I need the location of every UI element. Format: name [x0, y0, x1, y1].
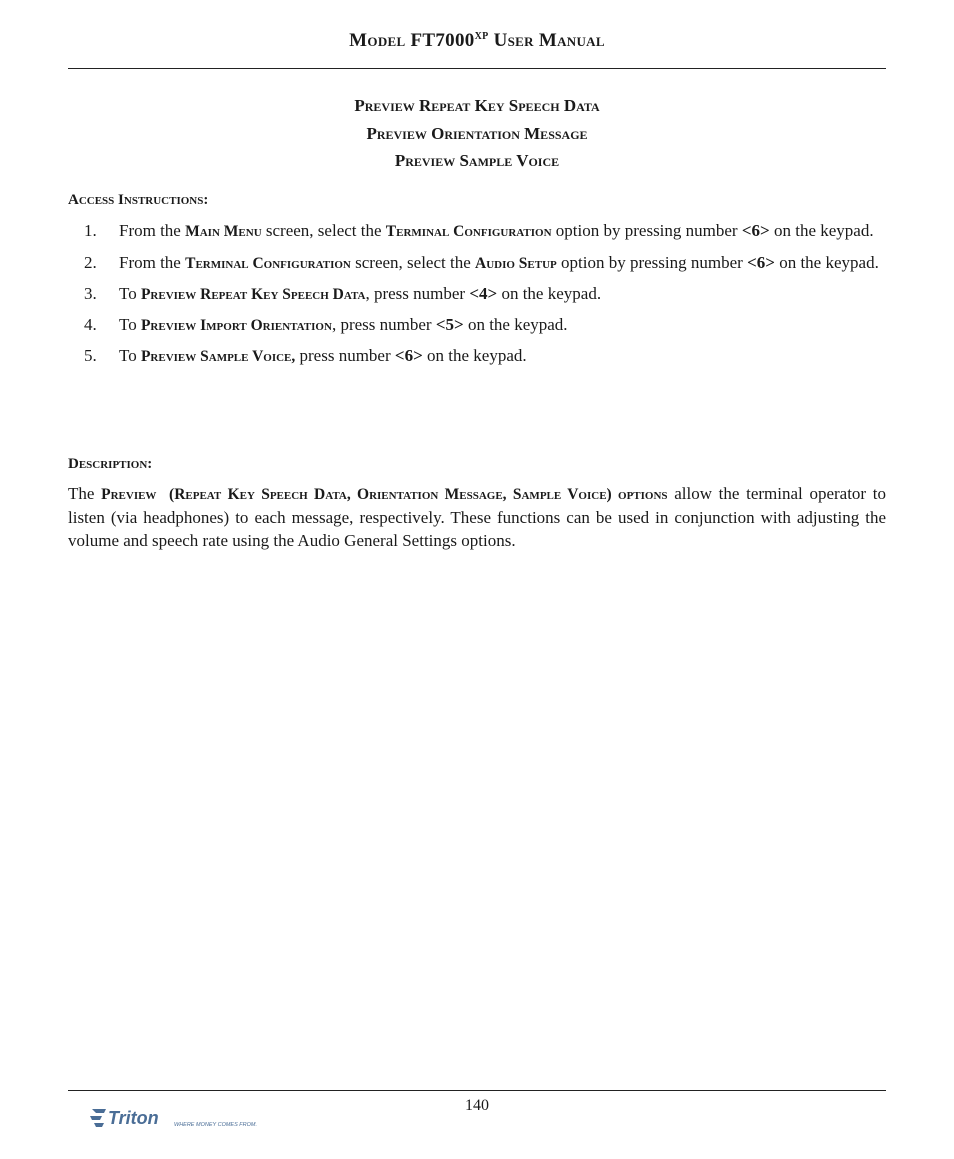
step-number: 1.: [84, 221, 97, 240]
header-model: FT7000: [410, 30, 475, 51]
step-text: on the keypad.: [497, 284, 602, 303]
page-number: 140: [465, 1097, 489, 1114]
menu-ref: Preview Import Orientation: [140, 317, 332, 334]
triton-emblem-icon: [90, 1109, 106, 1127]
list-item: [68, 220, 886, 244]
triton-logo: [88, 1106, 258, 1141]
menu-ref: Audio Setup: [475, 254, 557, 272]
step-text: on the keypad.: [769, 221, 874, 240]
step-text: on the keypad.: [422, 346, 527, 365]
section-titles: [0, 92, 954, 175]
description-text: The: [68, 484, 102, 503]
step-text: press number: [295, 346, 395, 365]
menu-ref: Preview Repeat Key Speech Data: [140, 286, 366, 303]
header-rule: [68, 68, 886, 69]
running-header: [0, 30, 954, 52]
menu-ref: Terminal Configuration: [385, 223, 552, 240]
step-text: on the keypad.: [463, 315, 568, 334]
section-title: Preview Repeat Key Speech Data: [354, 96, 600, 115]
list-item: [68, 345, 886, 369]
description-heading: Description:: [68, 456, 153, 472]
header-model-sup: XP: [474, 31, 489, 42]
step-text: , press number: [365, 284, 470, 303]
key-ref: <6>: [747, 252, 775, 272]
section-title: Preview Sample Voice: [394, 151, 560, 170]
key-ref: <5>: [435, 315, 464, 334]
header-suffix: User Manual: [488, 30, 605, 51]
header-prefix: Model: [349, 30, 411, 51]
step-text: To: [119, 315, 141, 334]
step-text: To: [119, 284, 141, 303]
step-text: From the: [119, 221, 186, 240]
description-text: allow the terminal operator to listen (via headphones) to each message, respectively. These functions can be used in conjunction with adjusting the volume and speech rate using the Audio General Settings options.: [68, 484, 886, 550]
access-heading: Access Instructions:: [68, 192, 209, 208]
list-item: [68, 283, 886, 307]
logo-wordmark: Triton: [108, 1108, 159, 1128]
access-steps: [68, 220, 886, 369]
key-ref: <6>: [394, 346, 423, 365]
menu-ref: Preview Sample Voice,: [140, 348, 296, 365]
step-text: screen, select the: [261, 221, 386, 240]
key-ref: <4>: [469, 284, 498, 303]
step-text: option by pressing number: [551, 221, 742, 240]
step-number: 3.: [84, 284, 97, 303]
list-item: [68, 314, 886, 338]
logo-tagline: WHERE MONEY COMES FROM.: [174, 1122, 258, 1128]
step-number: 5.: [84, 346, 97, 365]
step-number: 4.: [84, 315, 97, 334]
section-title: Preview Orientation Message: [366, 123, 588, 143]
menu-ref: Main Menu: [185, 223, 262, 240]
list-item: [68, 252, 886, 276]
options-ref: Preview (Repeat Key Speech Data, Orientation Message, Sample Voice) options: [101, 486, 668, 503]
menu-ref: Terminal Configuration: [185, 254, 351, 272]
description-paragraph: [68, 482, 886, 552]
step-text: From the: [119, 252, 186, 272]
triton-logo-mark: [88, 1106, 258, 1136]
key-ref: <6>: [741, 221, 770, 240]
step-number: 2.: [84, 252, 97, 272]
step-text: option by pressing number: [556, 252, 748, 272]
step-text: screen, select the: [350, 252, 476, 272]
step-text: , press number: [331, 315, 436, 334]
step-text: on the keypad.: [774, 252, 879, 272]
footer-rule: [68, 1090, 886, 1091]
step-text: To: [119, 346, 141, 365]
